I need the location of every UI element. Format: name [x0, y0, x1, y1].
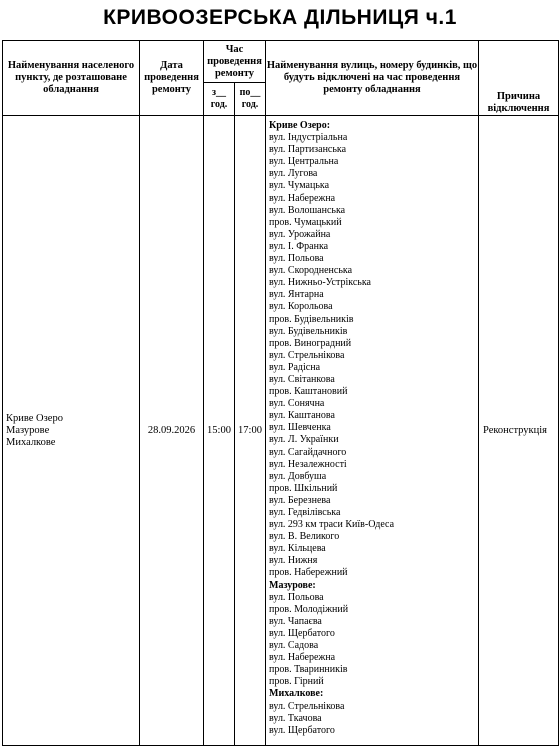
reason-cell: Реконструкція: [479, 116, 559, 746]
street-item: вул. Нижньо-Устрікська: [269, 277, 371, 289]
street-item: вул. Лугова: [269, 168, 318, 180]
header-settlement: Найменування населеного пункту, де розташоване обладнання: [3, 41, 140, 116]
street-item: вул. 293 км траси Київ-Одеса: [269, 519, 395, 531]
settlement-cell: [3, 116, 140, 746]
street-item: пров. Молодіжний: [269, 603, 349, 615]
page-title: КРИВООЗЕРСЬКА ДІЛЬНИЦЯ ч.1: [103, 6, 457, 29]
settlement-name: Мазурове: [6, 424, 50, 436]
streets-cell: [266, 116, 479, 746]
street-item: вул. Незалежності: [269, 458, 347, 470]
street-item: вул. Волошанська: [269, 204, 346, 216]
street-item: вул. Світанкова: [269, 373, 335, 385]
street-item: вул. Чапаєва: [269, 615, 322, 627]
street-item: вул. Довбуша: [269, 470, 327, 482]
street-item: вул. Чумацька: [269, 180, 330, 192]
street-item: вул. Скородненська: [269, 265, 353, 277]
header-from: з__ год.: [204, 83, 235, 116]
header-date: Дата проведення ремонту: [140, 41, 204, 116]
header-to: по__ год.: [235, 83, 266, 116]
street-item: вул. Каштанова: [269, 410, 335, 422]
street-item: вул. Урожайна: [269, 228, 331, 240]
street-item: вул. І. Франка: [269, 240, 329, 252]
street-item: вул. Стрельнікова: [269, 700, 345, 712]
street-item: пров. Шкільний: [269, 482, 338, 494]
street-item: пров. Каштановий: [269, 386, 348, 398]
street-item: вул. Щербатого: [269, 627, 335, 639]
street-item: вул. Польова: [269, 253, 324, 265]
street-item: вул. Л. Українки: [269, 434, 339, 446]
street-item: вул. Центральна: [269, 156, 339, 168]
street-item: вул. Садова: [269, 640, 319, 652]
street-item: вул. Щербатого: [269, 724, 335, 736]
street-item: вул. Корольова: [269, 301, 333, 313]
street-item: пров. Виноградний: [269, 337, 352, 349]
street-item: вул. Набережна: [269, 192, 336, 204]
street-item: вул. Сагайдачного: [269, 446, 347, 458]
header-reason: Причина відключення: [479, 83, 559, 116]
settlement-name: Михалкове: [6, 436, 56, 448]
settlement-name: Криве Озеро: [6, 412, 63, 424]
street-item: вул. Набережна: [269, 652, 336, 664]
header-reason-blank: [479, 41, 559, 83]
street-item: вул. Янтарна: [269, 289, 324, 301]
street-item: вул. Радісна: [269, 361, 321, 373]
street-item: вул. Будівельників: [269, 325, 348, 337]
settlement-group-heading: Мазурове:: [269, 579, 316, 591]
street-item: пров. Чумацький: [269, 216, 342, 228]
street-item: пров. Гірний: [269, 676, 324, 688]
table-row: [3, 116, 559, 746]
street-item: вул. Гедвілівська: [269, 507, 341, 518]
header-time: Час проведення ремонту: [204, 41, 266, 83]
street-item: вул. Партизанська: [269, 144, 347, 156]
street-item: вул. Індустріальна: [269, 132, 348, 144]
date-cell: 28.09.2026: [140, 116, 204, 746]
street-item: вул. Шевченка: [269, 422, 331, 434]
street-item: вул. В. Великого: [269, 531, 340, 543]
street-item: вул. Польова: [269, 591, 324, 603]
street-item: вул. Стрельнікова: [269, 349, 345, 361]
outage-table: [2, 40, 559, 746]
settlement-group-heading: Криве Озеро:: [269, 120, 331, 131]
street-item: пров. Набережний: [269, 567, 348, 579]
street-item: вул. Ткачова: [269, 712, 322, 724]
streets-list: [266, 116, 478, 737]
time-to-cell: 17:00: [235, 116, 266, 746]
street-item: вул. Сонячна: [269, 398, 325, 410]
header-streets: Найменування вулиць, номеру будинків, що будуть відключені на час проведення ремонту обладнання: [266, 41, 479, 116]
settlement-group-heading: Михалкове:: [269, 688, 324, 700]
time-from-cell: 15:00: [204, 116, 235, 746]
street-item: пров. Будівельників: [269, 313, 354, 325]
street-item: вул. Нижня: [269, 555, 318, 567]
street-item: пров. Тваринників: [269, 664, 348, 676]
street-item: вул. Кільцева: [269, 543, 326, 555]
street-item: вул. Березнева: [269, 494, 331, 506]
